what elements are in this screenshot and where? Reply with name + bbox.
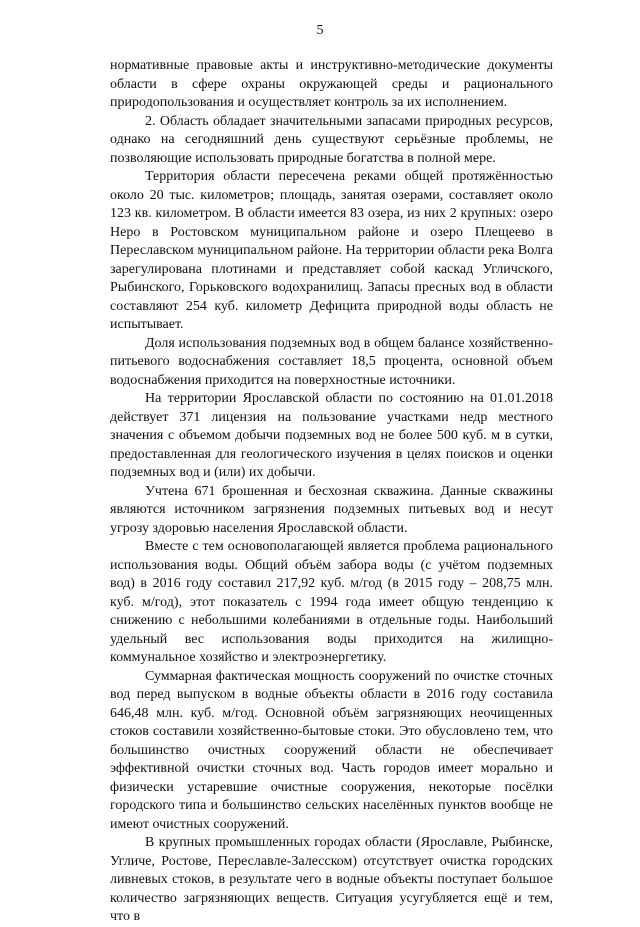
document-body: [110, 57, 553, 927]
paragraph-5: На территории Ярославской области по состоянию на 01.01.2018 действует 371 лицензия на пользование участками недр местного значения с объемом добычи подземных вод не более 500 куб. м в сутки, предоставленная для геологического изучения в целях поисков и оценки подземных вод и (или) их добычи.: [110, 391, 553, 480]
paragraph-8: Суммарная фактическая мощность сооружений по очистке сточных вод перед выпуском в водные объекты области в 2016 году составила 646,48 млн. куб. м/год. Основной объём загрязняющих неочищенных стоков составили хозяйственно-бытовые стоки. Это обусловлено тем, что большинство очистных сооружений области не обеспечивает эффективной очистки сточных вод. Часть городов имеет морально и физически устаревшие очистные сооружения, некоторые посёлки городского типа и большинство сельских населённых пунктов вообще не имеют очистных сооружений.: [110, 668, 553, 832]
paragraph-2: 2. Область обладает значительными запасами природных ресурсов, однако на сегодняшний день существуют серьёзные проблемы, не позволяющие использовать природные богатства в полной мере.: [110, 113, 553, 166]
paragraph-6: Учтена 671 брошенная и бесхозная скважина. Данные скважины являются источником загрязнения подземных питьевых вод и несут угрозу здоровью населения Ярославской области.: [110, 483, 553, 536]
paragraph-1: нормативные правовые акты и инструктивно-методические документы области в сфере охраны окружающей среды и рационального природопользования и осуществляет контроль за их исполнением.: [110, 58, 553, 110]
page-number: 5: [316, 23, 324, 38]
paragraph-3: Территория области пересечена реками общей протяжённостью около 20 тыс. километров; площадь, занятая озерами, составляет около 123 кв. километром. В области имеется 83 озера, из них 2 крупных: озеро Неро в Ростовском муниципальном районе и озеро Плещеево в Переславском муниципальном районе. На территории области река Волга зарегулирована плотинами и представляет собой каскад Угличского, Рыбинского, Горьковского водохранилищ. Запасы пресных вод в области составляют 254 куб. километр Дефицита природной воды область не испытывает.: [110, 169, 553, 332]
paragraph-7: Вместе с тем основополагающей является проблема рационального использования воды. Общий объём забора воды (с учётом подземных вод) в 2016 году составил 217,92 куб. м/год (в 2015 году – 208,75 млн. куб. м/год), этот показатель с 1994 года имеет общую тенденцию к снижению с небольшими колебаниями в отдельные годы. Наибольший удельный вес использования воды приходится на жилищно-коммунальное хозяйство и электроэнергетику.: [110, 539, 553, 665]
paragraph-9: В крупных промышленных городах области (Ярославле, Рыбинске, Угличе, Ростове, Переславле-Залесском) отсутствует очистка городских ливневых стоков, в результате чего в водные объекты поступает большое количество загрязняющих веществ. Ситуация усугубляется ещё и тем, что в: [110, 835, 553, 924]
paragraph-4: Доля использования подземных вод в общем балансе хозяйственно-питьевого водоснабжения составляет 18,5 процента, основной объем водоснабжения приходится на поверхностные источники.: [110, 335, 553, 388]
